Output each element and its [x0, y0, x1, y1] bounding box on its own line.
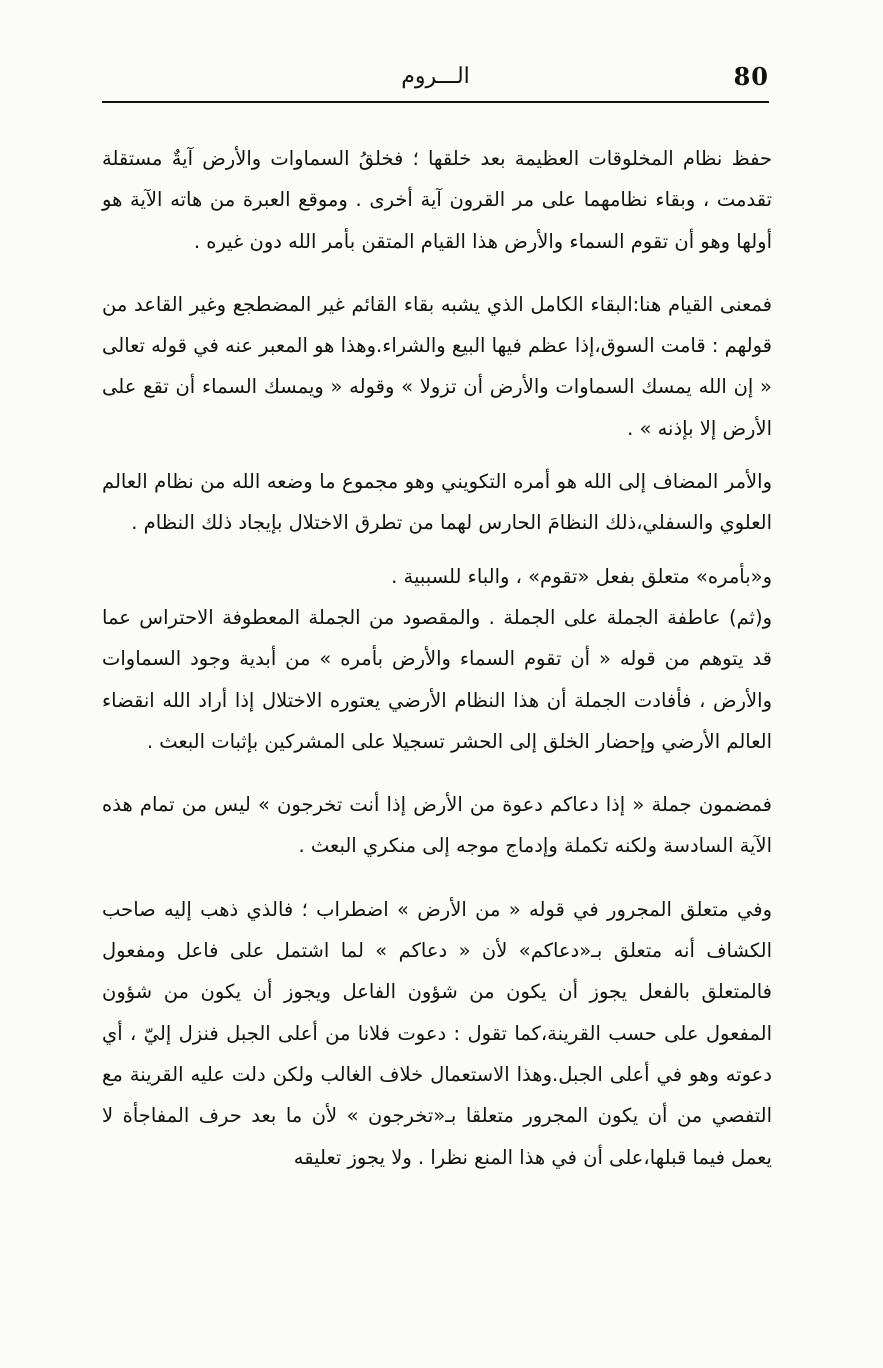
paragraph-7: وفي متعلق المجرور في قوله « من الأرض » اضطراب ؛ فالذي ذهب إليه صاحب الكشاف أنه متعلق بـ«دعاكم» لأن « دعاكم » لما اشتمل على فاعل ومفعول فالمتعلق بالفعل يجوز أن يكون من شؤون الفاعل ويجوز أن يكون من شؤون المفعول على حسب القرينة،كما تقول : دعوت فلانا من أعلى الجبل فنزل إليّ ، أي دعوته وهو في أعلى الجبل.وهذا الاستعمال خلاف الغالب ولكن دلت عليه القرينة مع التفصي من أن يكون المجرور متعلقا بـ«تخرجون » لأن ما بعد حرف المفاجأة لا يعمل فيما قبلها،على أن في هذا المنع نظرا . ولا يجوز تعليقه — [102, 897, 772, 1169]
header-rule — [102, 101, 769, 103]
page-number: 80 — [733, 62, 769, 91]
paragraph-5: و(ثم) عاطفة الجملة على الجملة . والمقصود من الجملة المعطوفة الاحتراس عما قد يتوهم من قوله « أن تقوم السماء والأرض بأمره » من أبدية وجود السماوات والأرض ، فأفادت الجملة أن هذا النظام الأرضي يعتوره الاختلال إذا أراد الله انقضاء العالم الأرضي وإحضار الخلق إلى الحشر تسجيلا على المشركين بإثبات البعث . — [102, 605, 772, 753]
body-text — [102, 138, 772, 1178]
running-title: الـــروم — [401, 64, 470, 89]
paragraph-3: والأمر المضاف إلى الله هو أمره التكويني وهو مجموع ما وضعه الله من نظام العالم العلوي والسفلي،ذلك النظامَ الحارس لهما من تطرق الاختلال بإيجاد ذلك النظام . — [102, 470, 772, 535]
paragraph-4: و«بأمره» متعلق بفعل «تقوم» ، والباء للسببية . — [391, 564, 772, 588]
paragraph-2: فمعنى القيام هنا:البقاء الكامل الذي يشبه بقاء القائم غير المضطجع وغير القاعد من قولهم : قامت السوق،إذا عظم فيها البيع والشراء.وهذا هو المعبر عنه في قوله تعالى « إن الله يمسك السماوات والأرض أن تزولا » وقوله « ويمسك السماء أن تقع على الأرض إلا بإذنه » . — [102, 292, 772, 440]
paragraph-1: حفظ نظام المخلوقات العظيمة بعد خلقها ؛ فخلقُ السماوات والأرض آيةٌ مستقلة تقدمت ، وبقاء نظامهما على مر القرون آية أخرى . وموقع العبرة من هاته الآية هو أولها وهو أن تقوم السماء والأرض هذا القيام المتقن بأمر الله دون غيره . — [102, 147, 772, 253]
page-header — [102, 52, 769, 102]
paragraph-6: فمضمون جملة « إذا دعاكم دعوة من الأرض إذا أنت تخرجون » ليس من تمام هذه الآية السادسة ولكنه تكملة وإدماج موجه إلى منكري البعث . — [102, 793, 772, 858]
